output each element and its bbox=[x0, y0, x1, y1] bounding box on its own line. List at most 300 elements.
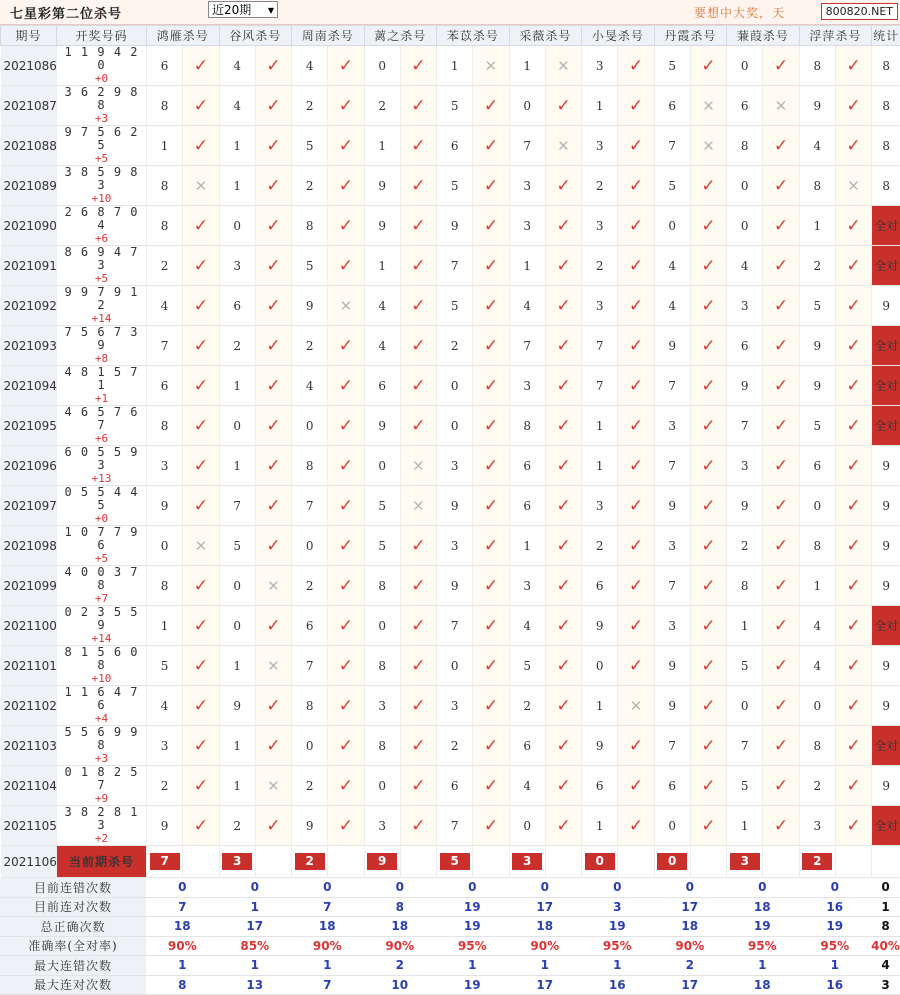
issue-cell: 2021101 bbox=[1, 646, 57, 686]
kill-number: 1 bbox=[219, 366, 255, 406]
kill-number: 6 bbox=[654, 766, 690, 806]
numbers-text: 1 1 9 4 2 0 bbox=[64, 45, 138, 72]
winning-numbers bbox=[57, 126, 147, 166]
kill-number: 2 bbox=[292, 566, 328, 606]
check-icon: ✓ bbox=[266, 56, 280, 76]
table-row bbox=[1, 126, 900, 166]
current-kill-cell bbox=[654, 846, 690, 878]
kill-number: 0 bbox=[219, 606, 255, 646]
kill-number: 1 bbox=[799, 206, 835, 246]
header-expert[interactable]: 蒹葭杀号 bbox=[727, 26, 800, 46]
result-cell bbox=[255, 126, 291, 166]
sum-text: +10 bbox=[57, 192, 146, 205]
result-cell bbox=[473, 86, 509, 126]
result-cell bbox=[400, 446, 436, 486]
header-expert[interactable]: 浮萍杀号 bbox=[799, 26, 872, 46]
result-cell bbox=[690, 46, 726, 86]
result-cell bbox=[763, 486, 799, 526]
result-cell bbox=[618, 726, 654, 766]
kill-number: 7 bbox=[437, 246, 473, 286]
page-title: 七星彩第二位杀号 bbox=[10, 3, 122, 22]
kill-number: 3 bbox=[364, 686, 400, 726]
result-cell bbox=[690, 806, 726, 846]
kill-number: 3 bbox=[219, 246, 255, 286]
kill-number: 8 bbox=[799, 526, 835, 566]
kill-number: 4 bbox=[292, 366, 328, 406]
check-icon: ✓ bbox=[556, 656, 570, 676]
result-cell bbox=[545, 726, 581, 766]
result-cell bbox=[183, 726, 219, 766]
issue-cell: 2021090 bbox=[1, 206, 57, 246]
result-cell bbox=[183, 806, 219, 846]
sum-text: +3 bbox=[57, 112, 146, 125]
kill-number: 0 bbox=[509, 806, 545, 846]
table-row bbox=[1, 246, 900, 286]
kill-number: 4 bbox=[292, 46, 328, 86]
summary-value: 7 bbox=[291, 975, 364, 995]
result-cell bbox=[618, 486, 654, 526]
issue-cell: 2021098 bbox=[1, 526, 57, 566]
check-icon: ✓ bbox=[846, 216, 860, 236]
summary-value: 0 bbox=[726, 878, 799, 897]
check-icon: ✓ bbox=[556, 536, 570, 556]
cross-icon: ✕ bbox=[267, 577, 280, 595]
result-cell bbox=[183, 686, 219, 726]
winning-numbers bbox=[57, 766, 147, 806]
result-cell bbox=[545, 766, 581, 806]
result-cell bbox=[473, 806, 509, 846]
kill-number: 2 bbox=[582, 246, 618, 286]
table-row bbox=[1, 286, 900, 326]
kill-number: 1 bbox=[364, 246, 400, 286]
winning-numbers bbox=[57, 166, 147, 206]
kill-number: 6 bbox=[147, 366, 183, 406]
numbers-text: 4 0 0 3 7 8 bbox=[64, 565, 138, 592]
check-icon: ✓ bbox=[484, 456, 498, 476]
kill-number: 7 bbox=[654, 126, 690, 166]
kill-number: 8 bbox=[799, 726, 835, 766]
check-icon: ✓ bbox=[339, 256, 353, 276]
check-icon: ✓ bbox=[484, 696, 498, 716]
check-icon: ✓ bbox=[846, 456, 860, 476]
stat-count: 9 bbox=[872, 486, 900, 526]
summary-value: 8 bbox=[364, 897, 437, 917]
check-icon: ✓ bbox=[774, 136, 788, 156]
check-icon: ✓ bbox=[411, 736, 425, 756]
check-icon: ✓ bbox=[774, 656, 788, 676]
summary-value: 0 bbox=[436, 878, 509, 897]
check-icon: ✓ bbox=[701, 176, 715, 196]
check-icon: ✓ bbox=[701, 416, 715, 436]
result-cell bbox=[400, 606, 436, 646]
check-icon: ✓ bbox=[411, 656, 425, 676]
kill-number: 4 bbox=[509, 766, 545, 806]
result-cell bbox=[328, 646, 364, 686]
result-cell bbox=[545, 446, 581, 486]
result-cell bbox=[183, 286, 219, 326]
check-icon: ✓ bbox=[411, 336, 425, 356]
result-cell bbox=[473, 126, 509, 166]
sum-text: +1 bbox=[57, 392, 146, 405]
kill-number: 3 bbox=[799, 806, 835, 846]
kill-number: 7 bbox=[654, 366, 690, 406]
numbers-text: 6 0 5 5 9 3 bbox=[64, 445, 138, 472]
header-expert[interactable]: 鸿雁杀号 bbox=[147, 26, 220, 46]
kill-number: 0 bbox=[654, 806, 690, 846]
check-icon: ✓ bbox=[556, 376, 570, 396]
check-icon: ✓ bbox=[701, 256, 715, 276]
kill-number: 7 bbox=[147, 326, 183, 366]
numbers-text: 3 8 2 8 1 3 bbox=[64, 805, 138, 832]
current-period-row bbox=[1, 846, 900, 878]
result-cell bbox=[183, 646, 219, 686]
summary-value: 90% bbox=[291, 936, 364, 956]
kill-number: 9 bbox=[292, 286, 328, 326]
summary-value: 16 bbox=[581, 975, 654, 995]
check-icon: ✓ bbox=[484, 656, 498, 676]
kill-number: 7 bbox=[437, 806, 473, 846]
sum-text: +14 bbox=[57, 312, 146, 325]
summary-value: 90% bbox=[509, 936, 582, 956]
check-icon: ✓ bbox=[774, 256, 788, 276]
chevron-down-icon: ▼ bbox=[268, 2, 274, 19]
sum-text: +8 bbox=[57, 352, 146, 365]
kill-number: 3 bbox=[509, 166, 545, 206]
check-icon: ✓ bbox=[701, 376, 715, 396]
kill-number: 3 bbox=[437, 446, 473, 486]
kill-number: 1 bbox=[727, 606, 763, 646]
result-cell bbox=[400, 406, 436, 446]
kill-number: 3 bbox=[727, 446, 763, 486]
issue-cell: 2021096 bbox=[1, 446, 57, 486]
check-icon: ✓ bbox=[846, 616, 860, 636]
current-kill-number: 2 bbox=[802, 853, 832, 870]
kill-number: 4 bbox=[727, 246, 763, 286]
winning-numbers bbox=[57, 646, 147, 686]
period-select-value: 近20期 bbox=[212, 3, 251, 17]
check-icon: ✓ bbox=[846, 496, 860, 516]
current-kill-number: 0 bbox=[585, 853, 615, 870]
kill-number: 0 bbox=[219, 206, 255, 246]
result-cell bbox=[835, 606, 871, 646]
result-cell bbox=[255, 166, 291, 206]
kill-number: 1 bbox=[582, 806, 618, 846]
check-icon: ✓ bbox=[774, 56, 788, 76]
kill-number: 1 bbox=[219, 726, 255, 766]
header-expert[interactable]: 谷风杀号 bbox=[219, 26, 292, 46]
check-icon: ✓ bbox=[339, 416, 353, 436]
winning-numbers bbox=[57, 566, 147, 606]
period-select[interactable] bbox=[208, 1, 278, 18]
summary-value: 8 bbox=[146, 975, 219, 995]
header-expert[interactable]: 采薇杀号 bbox=[509, 26, 582, 46]
result-cell bbox=[545, 86, 581, 126]
kill-number: 9 bbox=[364, 406, 400, 446]
kill-number: 1 bbox=[219, 126, 255, 166]
result-cell bbox=[618, 646, 654, 686]
kill-number: 5 bbox=[654, 46, 690, 86]
check-icon: ✓ bbox=[846, 336, 860, 356]
check-icon: ✓ bbox=[266, 696, 280, 716]
check-icon: ✓ bbox=[339, 56, 353, 76]
check-icon: ✓ bbox=[629, 136, 643, 156]
kill-number: 2 bbox=[219, 326, 255, 366]
result-cell bbox=[835, 246, 871, 286]
kill-number: 8 bbox=[727, 566, 763, 606]
result-cell bbox=[473, 46, 509, 86]
check-icon: ✓ bbox=[774, 216, 788, 236]
summary-row bbox=[0, 917, 900, 937]
result-cell bbox=[835, 126, 871, 166]
check-icon: ✓ bbox=[484, 336, 498, 356]
winning-numbers bbox=[57, 46, 147, 86]
result-cell bbox=[835, 366, 871, 406]
summary-value: 18 bbox=[146, 917, 219, 937]
header-expert[interactable]: 周南杀号 bbox=[292, 26, 365, 46]
result-cell bbox=[255, 686, 291, 726]
check-icon: ✓ bbox=[266, 376, 280, 396]
check-icon: ✓ bbox=[411, 216, 425, 236]
result-cell bbox=[400, 486, 436, 526]
sum-text: +5 bbox=[57, 152, 146, 165]
summary-value: 18 bbox=[509, 917, 582, 937]
result-cell bbox=[400, 766, 436, 806]
result-cell bbox=[328, 806, 364, 846]
numbers-text: 7 5 6 7 3 9 bbox=[64, 325, 138, 352]
result-cell bbox=[400, 526, 436, 566]
current-kill-cell bbox=[582, 846, 618, 878]
sum-text: +13 bbox=[57, 472, 146, 485]
result-cell bbox=[545, 566, 581, 606]
result-cell bbox=[183, 446, 219, 486]
winning-numbers bbox=[57, 606, 147, 646]
check-icon: ✓ bbox=[556, 736, 570, 756]
check-icon: ✓ bbox=[339, 376, 353, 396]
header-expert[interactable]: 苯苡杀号 bbox=[437, 26, 510, 46]
all-correct-badge: 全对 bbox=[872, 206, 900, 246]
cross-icon: ✕ bbox=[847, 177, 860, 195]
result-cell bbox=[763, 246, 799, 286]
stat-count: 9 bbox=[872, 526, 900, 566]
check-icon: ✓ bbox=[194, 416, 208, 436]
check-icon: ✓ bbox=[629, 176, 643, 196]
result-cell bbox=[183, 366, 219, 406]
result-cell bbox=[763, 646, 799, 686]
all-correct-badge: 全对 bbox=[872, 606, 900, 646]
issue-cell: 2021106 bbox=[1, 846, 57, 878]
sum-text: +5 bbox=[57, 272, 146, 285]
issue-cell: 2021088 bbox=[1, 126, 57, 166]
table-row bbox=[1, 326, 900, 366]
check-icon: ✓ bbox=[556, 256, 570, 276]
sum-text: +14 bbox=[57, 632, 146, 645]
check-icon: ✓ bbox=[701, 776, 715, 796]
summary-value: 1 bbox=[436, 956, 509, 976]
summary-label: 最大连错次数 bbox=[0, 956, 146, 976]
result-cell bbox=[183, 566, 219, 606]
kill-number: 2 bbox=[292, 166, 328, 206]
check-icon: ✓ bbox=[629, 416, 643, 436]
result-cell bbox=[183, 46, 219, 86]
spacer-cell bbox=[618, 846, 654, 878]
summary-value: 19 bbox=[436, 897, 509, 917]
result-cell bbox=[763, 806, 799, 846]
result-cell bbox=[690, 486, 726, 526]
result-cell bbox=[763, 366, 799, 406]
result-cell bbox=[690, 646, 726, 686]
result-cell bbox=[400, 286, 436, 326]
summary-value: 10 bbox=[364, 975, 437, 995]
summary-value: 19 bbox=[799, 917, 872, 937]
result-cell bbox=[545, 126, 581, 166]
result-cell bbox=[328, 486, 364, 526]
check-icon: ✓ bbox=[774, 776, 788, 796]
check-icon: ✓ bbox=[484, 136, 498, 156]
check-icon: ✓ bbox=[629, 536, 643, 556]
check-icon: ✓ bbox=[846, 576, 860, 596]
check-icon: ✓ bbox=[339, 616, 353, 636]
result-cell bbox=[763, 86, 799, 126]
kill-number: 7 bbox=[437, 606, 473, 646]
issue-cell: 2021103 bbox=[1, 726, 57, 766]
kill-number: 8 bbox=[364, 646, 400, 686]
sum-text: +0 bbox=[57, 512, 146, 525]
summary-value: 18 bbox=[654, 917, 727, 937]
result-cell bbox=[763, 606, 799, 646]
kill-number: 1 bbox=[582, 446, 618, 486]
check-icon: ✓ bbox=[411, 256, 425, 276]
check-icon: ✓ bbox=[629, 296, 643, 316]
summary-value: 0 bbox=[146, 878, 219, 897]
brand-badge[interactable]: 800820.NET bbox=[821, 3, 898, 20]
kill-number: 6 bbox=[509, 486, 545, 526]
kill-number: 8 bbox=[147, 566, 183, 606]
kill-number: 5 bbox=[364, 486, 400, 526]
result-cell bbox=[255, 606, 291, 646]
result-cell bbox=[545, 526, 581, 566]
result-cell bbox=[328, 126, 364, 166]
kill-number: 4 bbox=[799, 126, 835, 166]
kill-number: 5 bbox=[654, 166, 690, 206]
summary-stat: 3 bbox=[871, 975, 900, 995]
result-cell bbox=[400, 566, 436, 606]
summary-value: 17 bbox=[509, 897, 582, 917]
winning-numbers bbox=[57, 206, 147, 246]
spacer-cell bbox=[835, 846, 871, 878]
numbers-text: 3 6 2 9 8 8 bbox=[64, 85, 138, 112]
result-cell bbox=[183, 86, 219, 126]
check-icon: ✓ bbox=[629, 736, 643, 756]
check-icon: ✓ bbox=[411, 416, 425, 436]
check-icon: ✓ bbox=[339, 456, 353, 476]
kill-number: 0 bbox=[727, 46, 763, 86]
kill-number: 3 bbox=[654, 606, 690, 646]
kill-number: 3 bbox=[437, 526, 473, 566]
header-expert[interactable]: 丹霞杀号 bbox=[654, 26, 727, 46]
check-icon: ✓ bbox=[629, 256, 643, 276]
kill-number: 3 bbox=[582, 46, 618, 86]
check-icon: ✓ bbox=[266, 616, 280, 636]
kill-number: 8 bbox=[799, 166, 835, 206]
result-cell bbox=[328, 766, 364, 806]
check-icon: ✓ bbox=[339, 496, 353, 516]
kill-number: 5 bbox=[727, 646, 763, 686]
summary-value: 18 bbox=[291, 917, 364, 937]
kill-number: 8 bbox=[799, 46, 835, 86]
kill-number: 8 bbox=[727, 126, 763, 166]
check-icon: ✓ bbox=[194, 576, 208, 596]
result-cell bbox=[255, 446, 291, 486]
header-expert[interactable]: 蓠之杀号 bbox=[364, 26, 437, 46]
kill-number: 0 bbox=[654, 206, 690, 246]
result-cell bbox=[473, 166, 509, 206]
check-icon: ✓ bbox=[846, 696, 860, 716]
check-icon: ✓ bbox=[629, 616, 643, 636]
result-cell bbox=[835, 806, 871, 846]
kill-number: 6 bbox=[364, 366, 400, 406]
kill-number: 8 bbox=[292, 206, 328, 246]
stat-count: 8 bbox=[872, 46, 900, 86]
stat-count: 9 bbox=[872, 286, 900, 326]
header-expert[interactable]: 小旻杀号 bbox=[582, 26, 655, 46]
sum-text: +9 bbox=[57, 792, 146, 805]
check-icon: ✓ bbox=[774, 376, 788, 396]
result-cell bbox=[690, 526, 726, 566]
check-icon: ✓ bbox=[556, 456, 570, 476]
kill-number: 5 bbox=[799, 406, 835, 446]
kill-number: 0 bbox=[364, 46, 400, 86]
result-cell bbox=[763, 206, 799, 246]
check-icon: ✓ bbox=[774, 416, 788, 436]
result-cell bbox=[545, 486, 581, 526]
check-icon: ✓ bbox=[411, 96, 425, 116]
summary-value: 3 bbox=[581, 897, 654, 917]
kill-number: 7 bbox=[509, 126, 545, 166]
result-cell bbox=[400, 46, 436, 86]
cross-icon: ✕ bbox=[340, 297, 353, 315]
check-icon: ✓ bbox=[411, 696, 425, 716]
kill-number: 4 bbox=[147, 286, 183, 326]
check-icon: ✓ bbox=[194, 616, 208, 636]
result-cell bbox=[400, 806, 436, 846]
result-cell bbox=[183, 486, 219, 526]
cross-icon: ✕ bbox=[485, 57, 498, 75]
kill-number: 2 bbox=[219, 806, 255, 846]
kill-number: 4 bbox=[219, 86, 255, 126]
result-cell bbox=[400, 206, 436, 246]
kill-number: 3 bbox=[147, 726, 183, 766]
all-correct-badge: 全对 bbox=[872, 326, 900, 366]
numbers-text: 5 5 6 9 9 8 bbox=[64, 725, 138, 752]
sum-text: +6 bbox=[57, 432, 146, 445]
summary-value: 0 bbox=[364, 878, 437, 897]
kill-number: 0 bbox=[219, 406, 255, 446]
result-cell bbox=[545, 806, 581, 846]
spacer-cell bbox=[545, 846, 581, 878]
issue-cell: 2021089 bbox=[1, 166, 57, 206]
kill-number: 8 bbox=[147, 86, 183, 126]
summary-value: 1 bbox=[799, 956, 872, 976]
cross-icon: ✕ bbox=[412, 457, 425, 475]
check-icon: ✓ bbox=[629, 56, 643, 76]
spacer-cell bbox=[872, 846, 900, 878]
check-icon: ✓ bbox=[411, 816, 425, 836]
check-icon: ✓ bbox=[846, 56, 860, 76]
check-icon: ✓ bbox=[194, 456, 208, 476]
kill-number: 0 bbox=[727, 166, 763, 206]
check-icon: ✓ bbox=[484, 736, 498, 756]
check-icon: ✓ bbox=[484, 176, 498, 196]
